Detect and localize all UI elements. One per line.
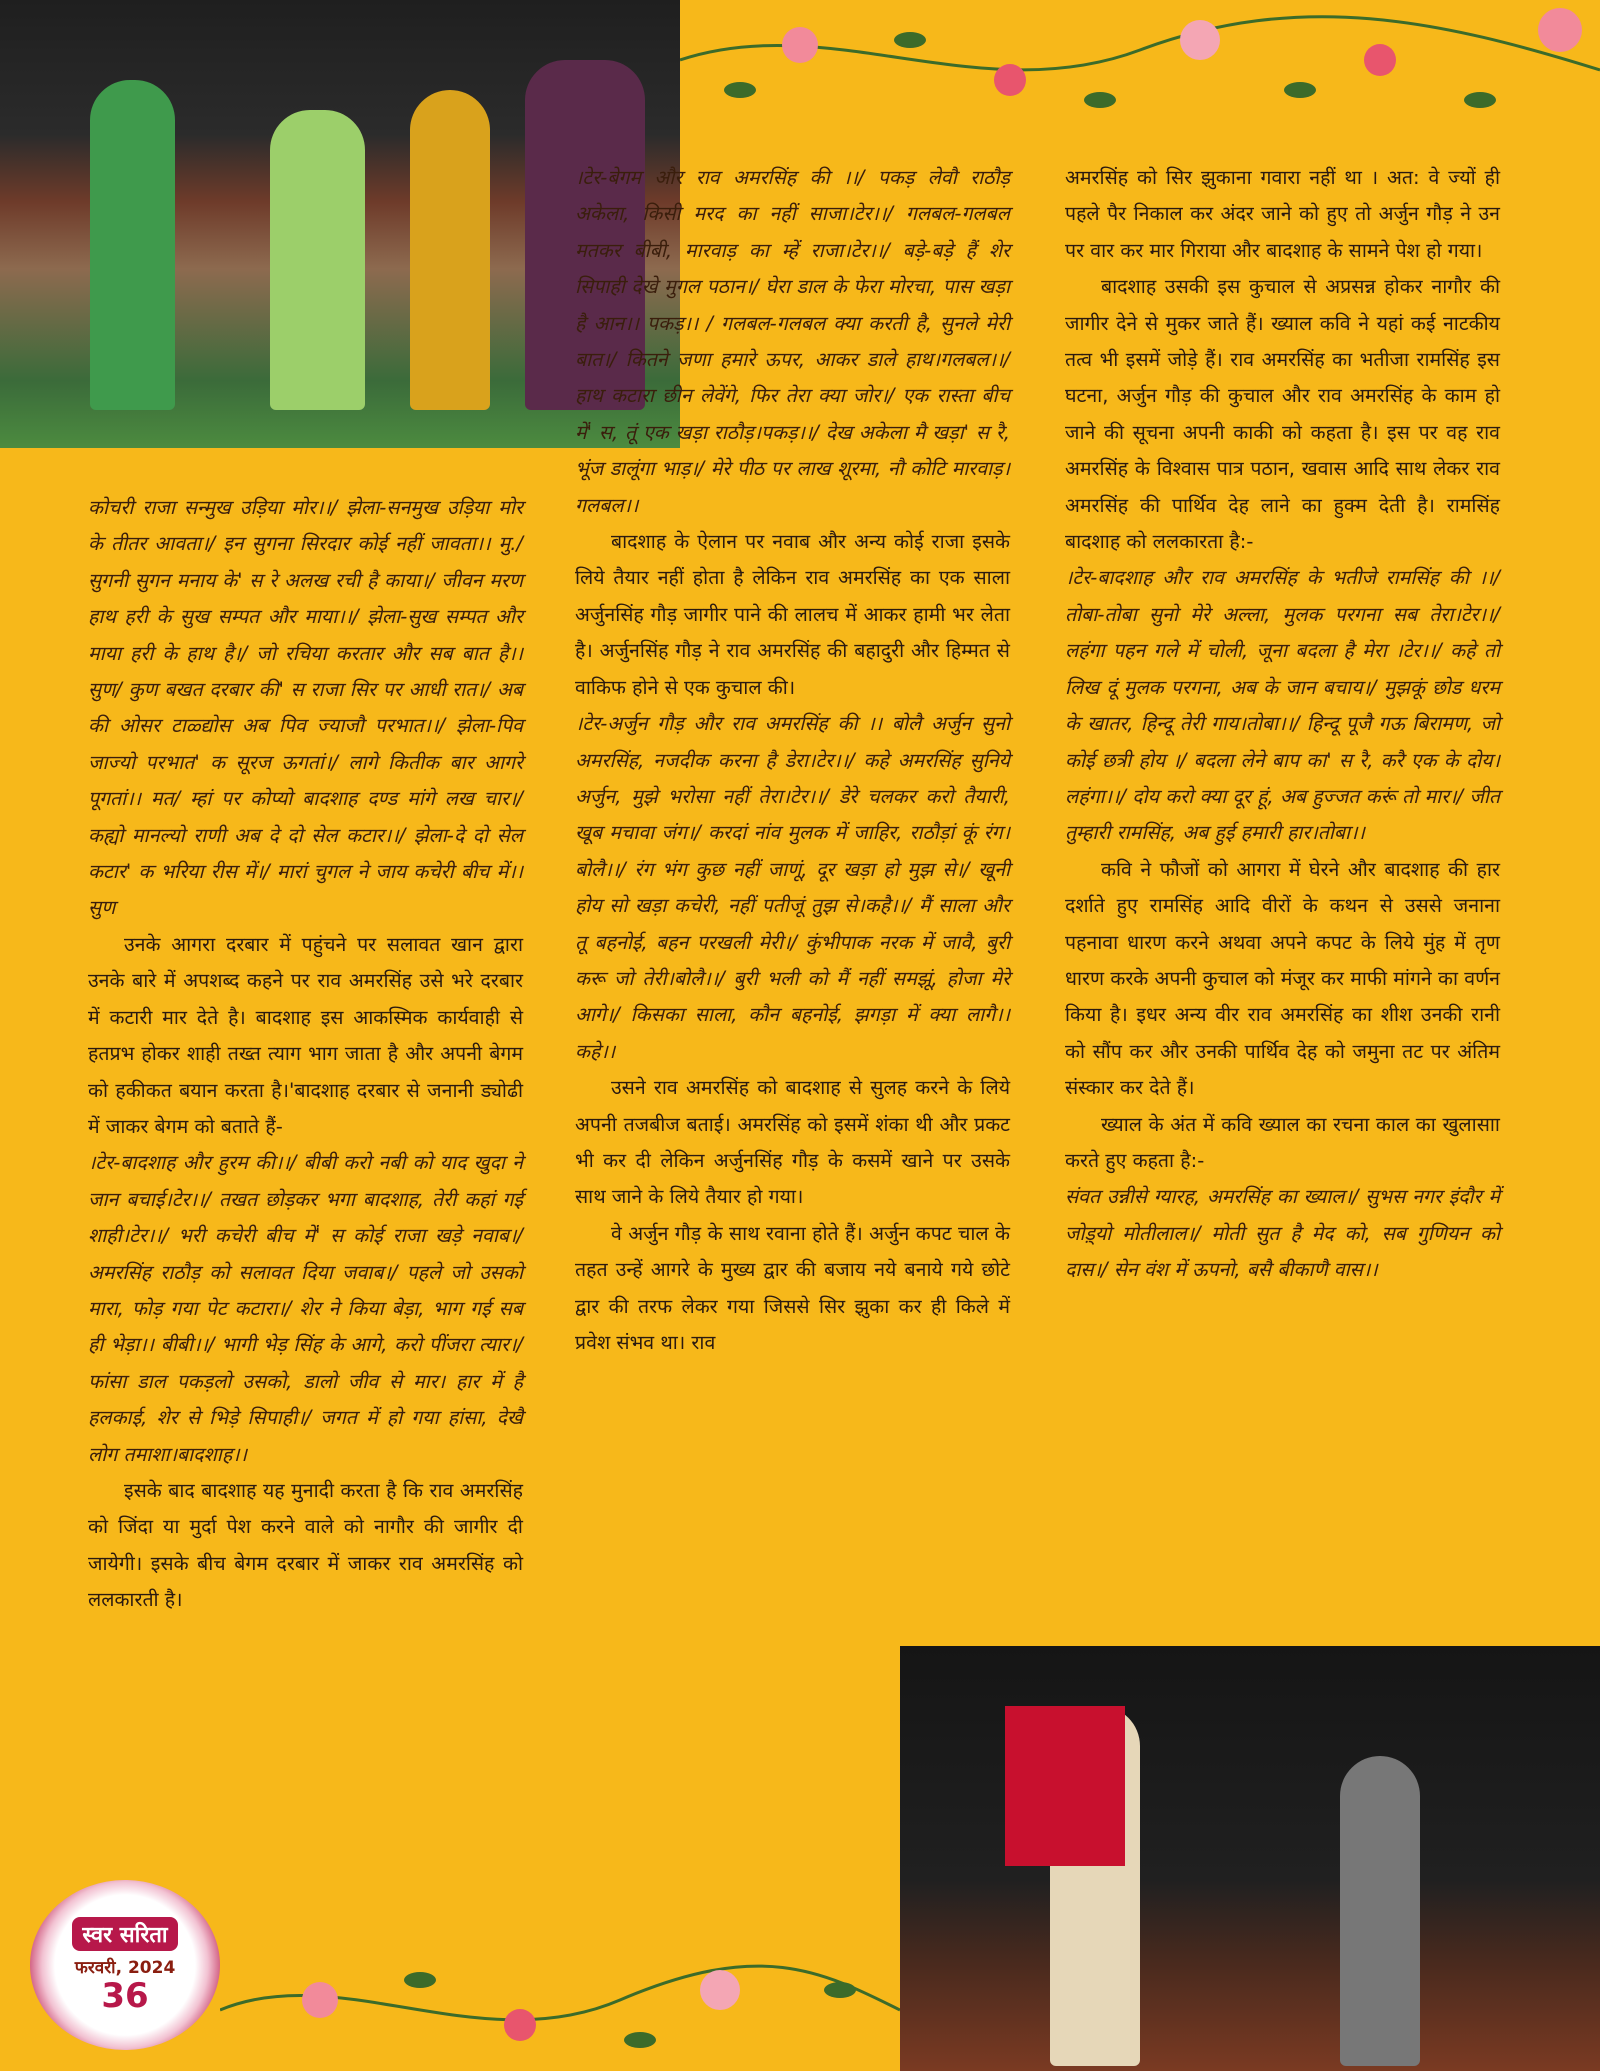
prose-paragraph: बादशाह उसकी इस कुचाल से अप्रसन्न होकर नागौर की जागीर देने से मुकर जाते हैं। ख्याल कवि ने यहां कई नाटकीय तत्व भी इसमें जोड़े हैं। राव अमरसिंह का भतीजा रामसिंह इस घटना, अर्जुन गौड़ की कुचाल और राव अमरसिंह के काम हो जाने की सूचना अपनी काकी को कहता है। इस पर वह राव अमरसिंह के विश्वास पात्र पठान, खवास आदि साथ लेकर राव अमरसिंह की पार्थिव देह लाने का हुक्म देती है। रामसिंह बादशाह को ललकारता है:-	[1065, 275, 1500, 554]
floral-border-bottom	[220, 1930, 900, 2071]
verse-block: संवत उन्नीसे ग्यारह, अमरसिंह का ख्याल।/ सुभस नगर इंदौर में जोड़्यो मोतीलाल।/ मोती सुत है मेद को, सब गुणियन को दास।/ सेन वंश में ऊपनो, बसै बीकाणै वास।।	[1065, 1185, 1500, 1282]
prose-paragraph: इसके बाद बादशाह यह मुनादी करता है कि राव अमरसिंह को जिंदा या मुर्दा पेश करने वाले को नागौर की जागीर दी जायेगी। इसके बीच बेगम दरबार में जाकर राव अमरसिंह को ललकारती है।	[88, 1478, 523, 1612]
performer-figure	[270, 110, 365, 410]
prose-paragraph: बादशाह के ऐलान पर नवाब और अन्य कोई राजा इसके लिये तैयार नहीं होता है लेकिन राव अमरसिंह का एक साला अर्जुनसिंह गौड़ जागीर पाने की लालच में आकर हामी भर लेता है। अर्जुनसिंह गौड़ ने राव अमरसिंह की बहादुरी और हिम्मत से वाकिफ होने से एक कुचाल की।	[575, 530, 1010, 699]
performer-figure	[410, 90, 490, 410]
verse-block: ।टेर-बादशाह और हुरम की।।/ बीबी करो नबी को याद खुदा ने जान बचाई।टेर।।/ तखत छोड़कर भगा बादशाह, तेरी कहां गई शाही।टेर।।/ भरी कचेरी बीच में' स कोई राजा खड़े नवाब।/ अमरसिंह राठौड़ को सलावत दिया जवाब।/ पहले जो उसको मारा, फोड़ गया पेट कटारा।/ शेर ने किया बेड़ा, भाग गई सब ही भेड़ा।। बीबी।।/ भागी भेड़ सिंह के आगे, करो पींजरा त्यार।/ फांसा डाल पकड़लो उसको, डालो जीव से मार। हार में है हलकाई, शेर से भिड़े सिपाही।/ जगत में हो गया हांसा, देखै लोग तमाशा।बादशाह।।	[88, 1151, 523, 1466]
prose-paragraph: अमरसिंह को सिर झुकाना गवारा नहीं था । अत: वे ज्यों ही पहले पैर निकाल कर अंदर जाने को हुए तो अर्जुन गौड़ ने उन पर वार कर मार गिराया और बादशाह के सामने पेश हो गया।	[1065, 166, 1500, 262]
verse-block: ।टेर-अर्जुन गौड़ और राव अमरसिंह की ।। बोलै अर्जुन सुनो अमरसिंह, नजदीक करना है डेरा।टेर।।/ कहे अमरसिंह सुनिये अर्जुन, मुझे भरोसा नहीं तेरा।टेर।।/ डेरे चलकर करो तैयारी, खूब मचावा जंग।/ करदां नांव मुलक में जाहिर, राठौड़ां कूं रंग।बोलै।।/ रंग भंग कुछ नहीं जाणूं, दूर खड़ा हो मुझ से।/ खूनी होय सो खड़ा कचेरी, नहीं पतीजूं तुझ से।कहै।।/ मैं साला और तू बहनोई, बहन परखली मेरी।/ कुंभीपाक नरक में जावै, बुरी करू जो तेरी।बोलै।।/ बुरी भली को मैं नहीं समझूं, होजा मेरे आगे।/ किसका साला, कौन बहनोई, झगड़ा में क्या लागै।।कहे।।	[575, 712, 1010, 1063]
prose-paragraph: कवि ने फौजों को आगरा में घेरने और बादशाह की हार दर्शाते हुए रामसिंह आदि वीरों के कथन से उससे जनाना पहनावा धारण करने अथवा अपने कपट के लिये मुंह में तृण धारण करके अपनी कुचाल को मंजूर कर माफी मांगने का वर्णन किया है। इधर अन्य वीर राव अमरसिंह का शीश उनकी रानी को सौंप कर और उनकी पार्थिव देह को जमुना तट पर अंतिम संस्कार कर देते हैं।	[1065, 857, 1500, 1100]
magazine-name: स्वर सरिता	[72, 1917, 177, 1951]
floral-border-top	[680, 0, 1600, 150]
prose-paragraph: ख्याल के अंत में कवि ख्याल का रचना काल का खुलासाा करते हुए कहता है:-	[1065, 1112, 1500, 1172]
verse-block: ।टेर-बादशाह और राव अमरसिंह के भतीजे रामसिंह की ।।/ तोबा-तोबा सुनो मेरे अल्ला, मुलक परगना सब तेरा।टेर।।/ लहंगा पहन गले में चोली, जूना बदला है मेरा ।टेर।।/ कहे तो लिख दूं मुलक परगना, अब के जान बचाय।/ मुझकूं छोड धरम के खातर, हिन्दू तेरी गाय।तोबा।।/ हिन्दू पूजै गऊ बिरामण, जो कोई छत्री होय ।/ बदला लेने बाप का' स रै, करै एक के दोय।लहंगा।।/ दोय करो क्या दूर हूं, अब हुज्जत करूं तो मार।/ जीत तुम्हारी रामसिंह, अब हुई हमारी हार।तोबा।।	[1065, 566, 1500, 845]
prose-paragraph: वे अर्जुन गौड़ के साथ रवाना होते हैं। अर्जुन कपट चाल के तहत उन्हें आगरे के मुख्य द्वार की बजाय नये बनाये गये छोटे द्वार की तरफ लेकर गया जिससे सिर झुका कर ही किले में प्रवेश संभव था। राव	[575, 1221, 1010, 1354]
article-column-3	[1065, 160, 1500, 1289]
page-badge	[30, 1880, 220, 2050]
prose-paragraph: उसने राव अमरसिंह को बादशाह से सुलह करने के लिये अपनी तजबीज बताई। अमरसिंह को इसमें शंका थी और प्रकट भी कर दी लेकिन अर्जुनसिंह गौड़ के कसमें खाने पर उसके साथ जाने के लिये तैयार हो गया।	[575, 1076, 1010, 1209]
verse-block: कोचरी राजा सन्मुख उड़िया मोर।।/ झेला-सनमुख उड़िया मोर के तीतर आवता।/ इन सुगना सिरदार कोई नहीं जावता।। मु./ सुगनी सुगन मनाय के' स रे अलख रची है काया।/ जीवन मरण हाथ हरी के सुख सम्पत और माया।।/ झेला-सुख सम्पत और माया हरी के हाथ है।/ जो रचिया करतार और सब बात है।। सुण/ कुण बखत दरबार की' स राजा सिर पर आधी रात।/ अब की ओसर टाळ्द्योस अब पिव ज्याजौ परभात।।/ झेला-पिव जाज्यो परभात' क सूरज ऊगतां।/ लागे कितीक बार आगरे पूगतां।। मत/ म्हां पर कोप्यो बादशाह दण्ड मांगे लख चार।/ कह्यो मानल्यो राणी अब दे दो सेल कटार।।/ झेला-दे दो सेल कटार' क भरिया रीस में।/ मारां चुगल ने जाय कचेरी बीच में।। सुण	[88, 496, 523, 920]
article-column-2	[575, 160, 1010, 1361]
stage-performance-photo-bottom	[900, 1646, 1600, 2071]
verse-block: ।टेर-बेगम और राव अमरसिंह की ।।/ पकड़ लेवौ राठौड़ अकेला, किसी मरद का नहीं साजा।टेर।।/ गलबल-गलबल मतकर बीबी, मारवाड़ का म्हें राजा।टेर।।/ बड़े-बड़े हैं शेर सिपाही देखे मुगल पठान।/ घेरा डाल के फेरा मोरचा, पास खड़ा है आन।। पकड़।। / गलबल-गलबल क्या करती है, सुनले मेरी बात।/ कितने जणा हमारे ऊपर, आकर डाले हाथ।गलबल।।/ हाथ कटारा छीन लेवेंगे, फिर तेरा क्या जोर।/ एक रास्ता बीच में' स, तूं एक खड़ा राठौड़।पकड़।।/ देख अकेला मै खड़ा' स रै, भूंज डालूंगा भाड़।/ मेरे पीठ पर लाख शूरमा, नौ कोटि मारवाड़।गलबल।।	[575, 166, 1010, 517]
performer-figure	[1340, 1756, 1420, 2066]
issue-date: फरवरी, 2024	[74, 1957, 176, 1978]
performer-figure	[90, 80, 175, 410]
banner	[1005, 1706, 1125, 1866]
page-number: 36	[101, 1975, 149, 2016]
article-column-1	[88, 490, 523, 1619]
prose-paragraph: उनके आगरा दरबार में पहुंचने पर सलावत खान द्वारा उनके बारे में अपशब्द कहने पर राव अमरसिंह उसे भरे दरबार में कटारी मार देते है। बादशाह इस आकस्मिक कार्यवाही से हतप्रभ होकर शाही तख्त त्याग भाग जाता है और अपनी बेगम को हकीकत बयान करता है।'बादशाह दरबार से जनानी ड्योढी में जाकर बेगम को बताते हैं-	[88, 932, 523, 1138]
